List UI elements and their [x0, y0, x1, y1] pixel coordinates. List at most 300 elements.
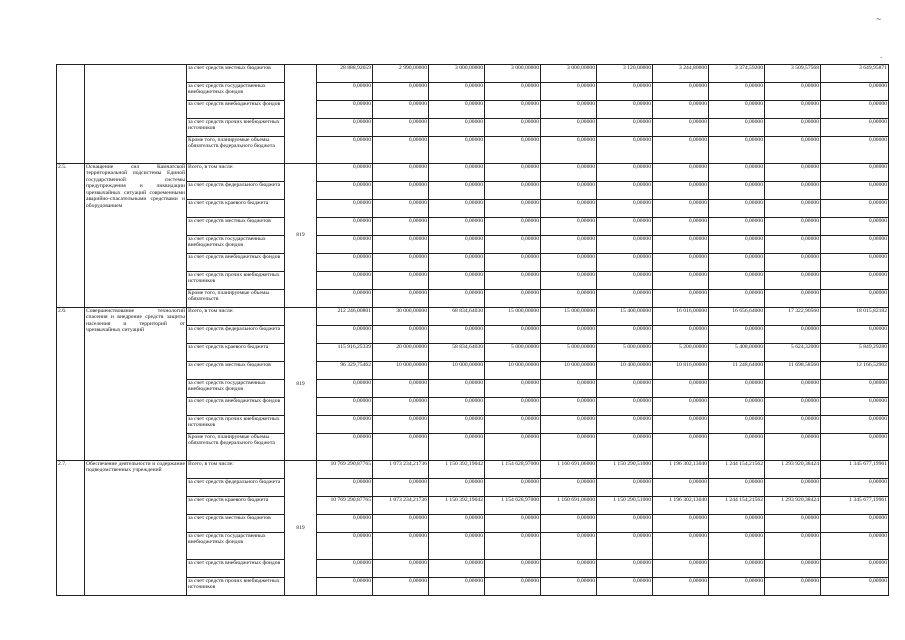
- amount-cell: 0,00000: [765, 416, 821, 434]
- amount-cell: 0,00000: [485, 326, 541, 344]
- amount-cell: 0,00000: [373, 236, 429, 254]
- funding-source: за счет средств федерального бюджета: [187, 182, 285, 200]
- amount-cell: 0,00000: [373, 560, 429, 578]
- amount-cell: 1 150 392,19042: [429, 461, 485, 479]
- amount-cell: 0,00000: [541, 326, 597, 344]
- amount-cell: 5 624,32000: [765, 344, 821, 362]
- amount-cell: 0,00000: [653, 119, 709, 137]
- item-number: [57, 65, 85, 164]
- amount-cell: 0,00000: [373, 515, 429, 533]
- budget-table: [56, 64, 889, 596]
- amount-cell: 0,00000: [317, 380, 373, 398]
- item-number: 2.7.: [57, 461, 85, 596]
- amount-cell: 0,00000: [653, 398, 709, 416]
- amount-cell: 5 200,00000: [653, 344, 709, 362]
- funding-source: за счет средств местных бюджетов: [187, 65, 285, 83]
- amount-cell: 15 000,00000: [485, 308, 541, 326]
- measure-name: [85, 65, 187, 164]
- amount-cell: 0,00000: [541, 578, 597, 596]
- amount-cell: 0,00000: [765, 164, 821, 182]
- amount-cell: 68 834,64030: [429, 308, 485, 326]
- amount-cell: 0,00000: [317, 254, 373, 272]
- amount-cell: 3 244,80000: [653, 65, 709, 83]
- amount-cell: 1 150 290,51000: [597, 461, 653, 479]
- amount-cell: 0,00000: [821, 326, 889, 344]
- amount-cell: 0,00000: [765, 272, 821, 290]
- amount-cell: 0,00000: [765, 119, 821, 137]
- amount-cell: 212 246,00801: [317, 308, 373, 326]
- funding-source: Кроме того, планируемые объемы обязательств федерального бюджета: [187, 434, 285, 461]
- funding-source: за счет средств государственных внебюджетных фондов: [187, 533, 285, 560]
- amount-cell: 0,00000: [597, 515, 653, 533]
- amount-cell: 0,00000: [429, 416, 485, 434]
- amount-cell: 0,00000: [821, 272, 889, 290]
- amount-cell: 0,00000: [821, 83, 889, 101]
- measure-name: Обеспечение деятельности и содержание подведомственных учреждений: [85, 461, 187, 596]
- amount-cell: 1 196 302,13040: [653, 461, 709, 479]
- amount-cell: 0,00000: [597, 416, 653, 434]
- grbs-code: 819: [285, 164, 317, 308]
- funding-source: за счет средств федерального бюджета: [187, 479, 285, 497]
- item-number: 2.6.: [57, 308, 85, 461]
- amount-cell: 0,00000: [429, 164, 485, 182]
- amount-cell: 0,00000: [597, 479, 653, 497]
- amount-cell: 0,00000: [821, 182, 889, 200]
- amount-cell: 2 990,00000: [373, 65, 429, 83]
- funding-source: за счет средств местных бюджетов: [187, 218, 285, 236]
- amount-cell: 0,00000: [709, 200, 765, 218]
- amount-cell: 0,00000: [373, 434, 429, 461]
- amount-cell: 0,00000: [317, 326, 373, 344]
- funding-source: Кроме того, планируемые объемы обязательств: [187, 290, 285, 308]
- amount-cell: 0,00000: [709, 398, 765, 416]
- amount-cell: 0,00000: [317, 416, 373, 434]
- amount-cell: 0,00000: [429, 398, 485, 416]
- amount-cell: 1 293 920,38424: [765, 497, 821, 515]
- grbs-code: 819: [285, 461, 317, 596]
- amount-cell: 0,00000: [429, 254, 485, 272]
- amount-cell: 0,00000: [709, 416, 765, 434]
- amount-cell: 5 408,00000: [709, 344, 765, 362]
- amount-cell: 11 248,64000: [709, 362, 765, 380]
- funding-source: за счет средств местных бюджетов: [187, 362, 285, 380]
- amount-cell: 0,00000: [653, 236, 709, 254]
- amount-cell: 5 000,00000: [541, 344, 597, 362]
- amount-cell: 0,00000: [485, 380, 541, 398]
- amount-cell: 0,00000: [373, 416, 429, 434]
- funding-source: за счет средств краевого бюджета: [187, 344, 285, 362]
- amount-cell: 0,00000: [373, 101, 429, 119]
- funding-source: Всего, в том числе:: [187, 461, 285, 479]
- corner-mark: ~: [876, 14, 882, 24]
- amount-cell: 0,00000: [597, 380, 653, 398]
- amount-cell: 0,00000: [653, 83, 709, 101]
- amount-cell: 0,00000: [709, 119, 765, 137]
- amount-cell: 0,00000: [709, 182, 765, 200]
- amount-cell: 1 073 234,21736: [373, 461, 429, 479]
- amount-cell: 0,00000: [709, 137, 765, 164]
- amount-cell: 0,00000: [317, 83, 373, 101]
- amount-cell: 0,00000: [821, 290, 889, 308]
- table-row: [57, 461, 889, 479]
- grbs-code: [285, 65, 317, 164]
- amount-cell: 0,00000: [429, 578, 485, 596]
- amount-cell: 0,00000: [429, 533, 485, 560]
- amount-cell: 0,00000: [653, 254, 709, 272]
- amount-cell: 11 698,58560: [765, 362, 821, 380]
- amount-cell: 1 154 628,97000: [485, 461, 541, 479]
- amount-cell: 0,00000: [373, 326, 429, 344]
- amount-cell: 0,00000: [821, 479, 889, 497]
- grbs-code: 819: [285, 308, 317, 461]
- amount-cell: 0,00000: [765, 533, 821, 560]
- amount-cell: 0,00000: [653, 578, 709, 596]
- amount-cell: 0,00000: [821, 164, 889, 182]
- amount-cell: 5 000,00000: [485, 344, 541, 362]
- amount-cell: 1 150 290,51000: [597, 497, 653, 515]
- amount-cell: 0,00000: [765, 515, 821, 533]
- amount-cell: 5 849,29280: [821, 344, 889, 362]
- amount-cell: 1 196 302,13040: [653, 497, 709, 515]
- amount-cell: 0,00000: [597, 83, 653, 101]
- amount-cell: 0,00000: [541, 560, 597, 578]
- amount-cell: 0,00000: [541, 515, 597, 533]
- amount-cell: 10 000,00000: [373, 362, 429, 380]
- amount-cell: 0,00000: [317, 137, 373, 164]
- amount-cell: 1 154 628,97000: [485, 497, 541, 515]
- amount-cell: 0,00000: [597, 119, 653, 137]
- funding-source: за счет средств прочих внебюджетных источников: [187, 416, 285, 434]
- amount-cell: 0,00000: [597, 101, 653, 119]
- amount-cell: 0,00000: [429, 137, 485, 164]
- amount-cell: 0,00000: [597, 578, 653, 596]
- amount-cell: 0,00000: [821, 578, 889, 596]
- amount-cell: 0,00000: [317, 182, 373, 200]
- amount-cell: 0,00000: [709, 83, 765, 101]
- amount-cell: 0,00000: [821, 236, 889, 254]
- amount-cell: 0,00000: [317, 236, 373, 254]
- amount-cell: 0,00000: [485, 515, 541, 533]
- amount-cell: 0,00000: [597, 272, 653, 290]
- amount-cell: 15 400,00000: [597, 308, 653, 326]
- amount-cell: 0,00000: [709, 164, 765, 182]
- amount-cell: 0,00000: [709, 290, 765, 308]
- amount-cell: 0,00000: [429, 83, 485, 101]
- amount-cell: 1 244 154,21562: [709, 461, 765, 479]
- amount-cell: 0,00000: [709, 533, 765, 560]
- amount-cell: 30 000,00000: [373, 308, 429, 326]
- amount-cell: 0,00000: [485, 434, 541, 461]
- amount-cell: 0,00000: [429, 272, 485, 290]
- amount-cell: 1 160 691,06000: [541, 497, 597, 515]
- amount-cell: 0,00000: [597, 236, 653, 254]
- amount-cell: 0,00000: [709, 254, 765, 272]
- amount-cell: 0,00000: [485, 137, 541, 164]
- amount-cell: 15 000,00000: [541, 308, 597, 326]
- amount-cell: 0,00000: [485, 83, 541, 101]
- amount-cell: 0,00000: [485, 290, 541, 308]
- amount-cell: 0,00000: [653, 200, 709, 218]
- amount-cell: 0,00000: [541, 254, 597, 272]
- amount-cell: 0,00000: [709, 578, 765, 596]
- amount-cell: 0,00000: [709, 272, 765, 290]
- amount-cell: 0,00000: [821, 200, 889, 218]
- funding-source: за счет средств прочих внебюджетных источников: [187, 119, 285, 137]
- amount-cell: 0,00000: [653, 533, 709, 560]
- funding-source: Кроме того, планируемые объемы обязательств федерального бюджета: [187, 137, 285, 164]
- amount-cell: 12 166,52902: [821, 362, 889, 380]
- amount-cell: 1 345 677,19961: [821, 497, 889, 515]
- amount-cell: 0,00000: [709, 515, 765, 533]
- corner-dot: .: [880, 50, 883, 60]
- amount-cell: 0,00000: [597, 200, 653, 218]
- amount-cell: 0,00000: [373, 218, 429, 236]
- funding-source: за счет средств местных бюджетов: [187, 515, 285, 533]
- amount-cell: 1 293 920,38424: [765, 461, 821, 479]
- amount-cell: 3 000,00000: [541, 65, 597, 83]
- amount-cell: 0,00000: [653, 137, 709, 164]
- amount-cell: 0,00000: [765, 380, 821, 398]
- amount-cell: 10 769 290,87765: [317, 497, 373, 515]
- amount-cell: 0,00000: [821, 137, 889, 164]
- amount-cell: 96 329,75462: [317, 362, 373, 380]
- amount-cell: 0,00000: [429, 434, 485, 461]
- amount-cell: 10 000,00000: [429, 362, 485, 380]
- amount-cell: 0,00000: [821, 119, 889, 137]
- amount-cell: 0,00000: [429, 236, 485, 254]
- amount-cell: 0,00000: [485, 398, 541, 416]
- amount-cell: 0,00000: [541, 200, 597, 218]
- amount-cell: 0,00000: [821, 254, 889, 272]
- funding-source: за счет средств краевого бюджета: [187, 200, 285, 218]
- amount-cell: 3 374,59200: [709, 65, 765, 83]
- amount-cell: 0,00000: [317, 164, 373, 182]
- amount-cell: 58 834,64030: [429, 344, 485, 362]
- amount-cell: 0,00000: [317, 272, 373, 290]
- amount-cell: 0,00000: [485, 533, 541, 560]
- amount-cell: 0,00000: [429, 479, 485, 497]
- amount-cell: 0,00000: [317, 533, 373, 560]
- amount-cell: 0,00000: [373, 83, 429, 101]
- measure-name: Совершенствование технологий спасения и внедрение средств защиты населения и территорий от чрезвычайных ситуаций: [85, 308, 187, 461]
- amount-cell: 0,00000: [709, 560, 765, 578]
- amount-cell: 0,00000: [765, 200, 821, 218]
- amount-cell: 0,00000: [541, 218, 597, 236]
- funding-source: за счет средств государственных внебюджетных фондов: [187, 380, 285, 398]
- funding-source: за счет средств внебюджетных фондов: [187, 398, 285, 416]
- amount-cell: 0,00000: [765, 560, 821, 578]
- amount-cell: 0,00000: [821, 533, 889, 560]
- amount-cell: 0,00000: [485, 218, 541, 236]
- amount-cell: 0,00000: [709, 326, 765, 344]
- funding-source: за счет средств внебюджетных фондов: [187, 254, 285, 272]
- amount-cell: 0,00000: [541, 236, 597, 254]
- table-row: [57, 308, 889, 326]
- amount-cell: 0,00000: [653, 182, 709, 200]
- amount-cell: 0,00000: [429, 380, 485, 398]
- amount-cell: 0,00000: [821, 218, 889, 236]
- amount-cell: 0,00000: [709, 434, 765, 461]
- amount-cell: 0,00000: [821, 416, 889, 434]
- amount-cell: 0,00000: [765, 182, 821, 200]
- amount-cell: 0,00000: [373, 137, 429, 164]
- amount-cell: 10 769 290,87765: [317, 461, 373, 479]
- amount-cell: 0,00000: [709, 236, 765, 254]
- amount-cell: 0,00000: [541, 164, 597, 182]
- amount-cell: 0,00000: [597, 560, 653, 578]
- amount-cell: 0,00000: [317, 434, 373, 461]
- amount-cell: 0,00000: [821, 398, 889, 416]
- amount-cell: 0,00000: [541, 182, 597, 200]
- amount-cell: 0,00000: [541, 416, 597, 434]
- amount-cell: 0,00000: [429, 101, 485, 119]
- amount-cell: 1 073 234,21736: [373, 497, 429, 515]
- amount-cell: 0,00000: [597, 398, 653, 416]
- amount-cell: 3 509,57568: [765, 65, 821, 83]
- amount-cell: 3 000,00000: [429, 65, 485, 83]
- amount-cell: 0,00000: [821, 101, 889, 119]
- amount-cell: 0,00000: [597, 290, 653, 308]
- amount-cell: 0,00000: [821, 560, 889, 578]
- amount-cell: 0,00000: [317, 479, 373, 497]
- amount-cell: 0,00000: [373, 254, 429, 272]
- amount-cell: 0,00000: [485, 560, 541, 578]
- amount-cell: 0,00000: [541, 119, 597, 137]
- amount-cell: 0,00000: [653, 272, 709, 290]
- amount-cell: 10 400,00000: [597, 362, 653, 380]
- funding-source: за счет средств федерального бюджета: [187, 326, 285, 344]
- amount-cell: 0,00000: [765, 254, 821, 272]
- amount-cell: 0,00000: [485, 578, 541, 596]
- amount-cell: 0,00000: [709, 218, 765, 236]
- amount-cell: 0,00000: [709, 380, 765, 398]
- amount-cell: 0,00000: [429, 326, 485, 344]
- amount-cell: 16 016,00000: [653, 308, 709, 326]
- amount-cell: 0,00000: [485, 164, 541, 182]
- item-number: 2.5.: [57, 164, 85, 308]
- amount-cell: 0,00000: [373, 200, 429, 218]
- funding-source: за счет средств государственных внебюджетных фондов: [187, 236, 285, 254]
- amount-cell: 0,00000: [597, 182, 653, 200]
- amount-cell: 0,00000: [485, 479, 541, 497]
- amount-cell: 0,00000: [317, 218, 373, 236]
- measure-name: Оснащение сил Камчатской территориальной подсистемы Единой государственной системы предупреждения и ликвидации чрезвычайных ситуаций современными аварийно-спасательными средствами и оборудованием: [85, 164, 187, 308]
- amount-cell: 0,00000: [765, 479, 821, 497]
- amount-cell: 0,00000: [429, 560, 485, 578]
- amount-cell: 0,00000: [485, 200, 541, 218]
- amount-cell: 0,00000: [485, 254, 541, 272]
- amount-cell: 0,00000: [429, 218, 485, 236]
- amount-cell: 0,00000: [653, 218, 709, 236]
- funding-source: за счет средств государственных внебюджетных фондов: [187, 83, 285, 101]
- funding-source: за счет средств краевого бюджета: [187, 497, 285, 515]
- amount-cell: 3 649,95871: [821, 65, 889, 83]
- amount-cell: 0,00000: [373, 182, 429, 200]
- amount-cell: 0,00000: [541, 290, 597, 308]
- funding-source: Всего, в том числе:: [187, 308, 285, 326]
- amount-cell: 0,00000: [373, 578, 429, 596]
- amount-cell: 0,00000: [821, 434, 889, 461]
- amount-cell: 0,00000: [821, 380, 889, 398]
- amount-cell: 0,00000: [429, 515, 485, 533]
- amount-cell: 0,00000: [765, 326, 821, 344]
- funding-source: за счет средств внебюджетных фондов: [187, 101, 285, 119]
- amount-cell: 0,00000: [373, 398, 429, 416]
- amount-cell: 0,00000: [765, 137, 821, 164]
- amount-cell: 0,00000: [541, 137, 597, 164]
- amount-cell: 0,00000: [317, 101, 373, 119]
- amount-cell: 0,00000: [317, 560, 373, 578]
- table-row: [57, 164, 889, 182]
- amount-cell: 0,00000: [373, 479, 429, 497]
- amount-cell: 0,00000: [653, 515, 709, 533]
- amount-cell: 0,00000: [765, 290, 821, 308]
- amount-cell: 0,00000: [597, 218, 653, 236]
- amount-cell: 0,00000: [653, 164, 709, 182]
- amount-cell: 0,00000: [429, 290, 485, 308]
- amount-cell: 3 120,00000: [597, 65, 653, 83]
- amount-cell: 1 150 392,19042: [429, 497, 485, 515]
- amount-cell: 0,00000: [485, 236, 541, 254]
- amount-cell: 0,00000: [597, 533, 653, 560]
- amount-cell: 0,00000: [821, 515, 889, 533]
- amount-cell: 0,00000: [765, 434, 821, 461]
- amount-cell: 0,00000: [597, 434, 653, 461]
- amount-cell: 0,00000: [765, 101, 821, 119]
- funding-source: за счет средств прочих внебюджетных источников: [187, 272, 285, 290]
- amount-cell: 115 916,25339: [317, 344, 373, 362]
- amount-cell: 0,00000: [485, 101, 541, 119]
- amount-cell: 0,00000: [317, 119, 373, 137]
- amount-cell: 10 000,00000: [485, 362, 541, 380]
- amount-cell: 10 816,00000: [653, 362, 709, 380]
- amount-cell: 0,00000: [317, 398, 373, 416]
- amount-cell: 0,00000: [653, 101, 709, 119]
- amount-cell: 5 000,00000: [597, 344, 653, 362]
- amount-cell: 0,00000: [541, 101, 597, 119]
- amount-cell: 0,00000: [653, 416, 709, 434]
- amount-cell: 0,00000: [541, 380, 597, 398]
- amount-cell: 0,00000: [317, 290, 373, 308]
- table-row: [57, 65, 889, 83]
- amount-cell: 0,00000: [653, 290, 709, 308]
- funding-source: за счет средств прочих внебюджетных источников: [187, 578, 285, 596]
- amount-cell: 28 888,92659: [317, 65, 373, 83]
- amount-cell: 0,00000: [765, 236, 821, 254]
- amount-cell: 0,00000: [597, 326, 653, 344]
- amount-cell: 0,00000: [653, 479, 709, 497]
- amount-cell: 16 656,64000: [709, 308, 765, 326]
- amount-cell: 0,00000: [373, 290, 429, 308]
- amount-cell: 0,00000: [485, 272, 541, 290]
- amount-cell: 17 322,90560: [765, 308, 821, 326]
- amount-cell: 0,00000: [597, 254, 653, 272]
- amount-cell: 0,00000: [597, 164, 653, 182]
- amount-cell: 0,00000: [765, 578, 821, 596]
- amount-cell: 0,00000: [765, 218, 821, 236]
- amount-cell: 0,00000: [653, 326, 709, 344]
- amount-cell: 0,00000: [373, 164, 429, 182]
- amount-cell: 3 000,00000: [485, 65, 541, 83]
- amount-cell: 0,00000: [373, 533, 429, 560]
- amount-cell: 0,00000: [765, 398, 821, 416]
- amount-cell: 0,00000: [541, 533, 597, 560]
- amount-cell: 0,00000: [653, 380, 709, 398]
- amount-cell: 0,00000: [429, 200, 485, 218]
- amount-cell: 10 000,00000: [541, 362, 597, 380]
- amount-cell: 0,00000: [541, 83, 597, 101]
- amount-cell: 0,00000: [709, 101, 765, 119]
